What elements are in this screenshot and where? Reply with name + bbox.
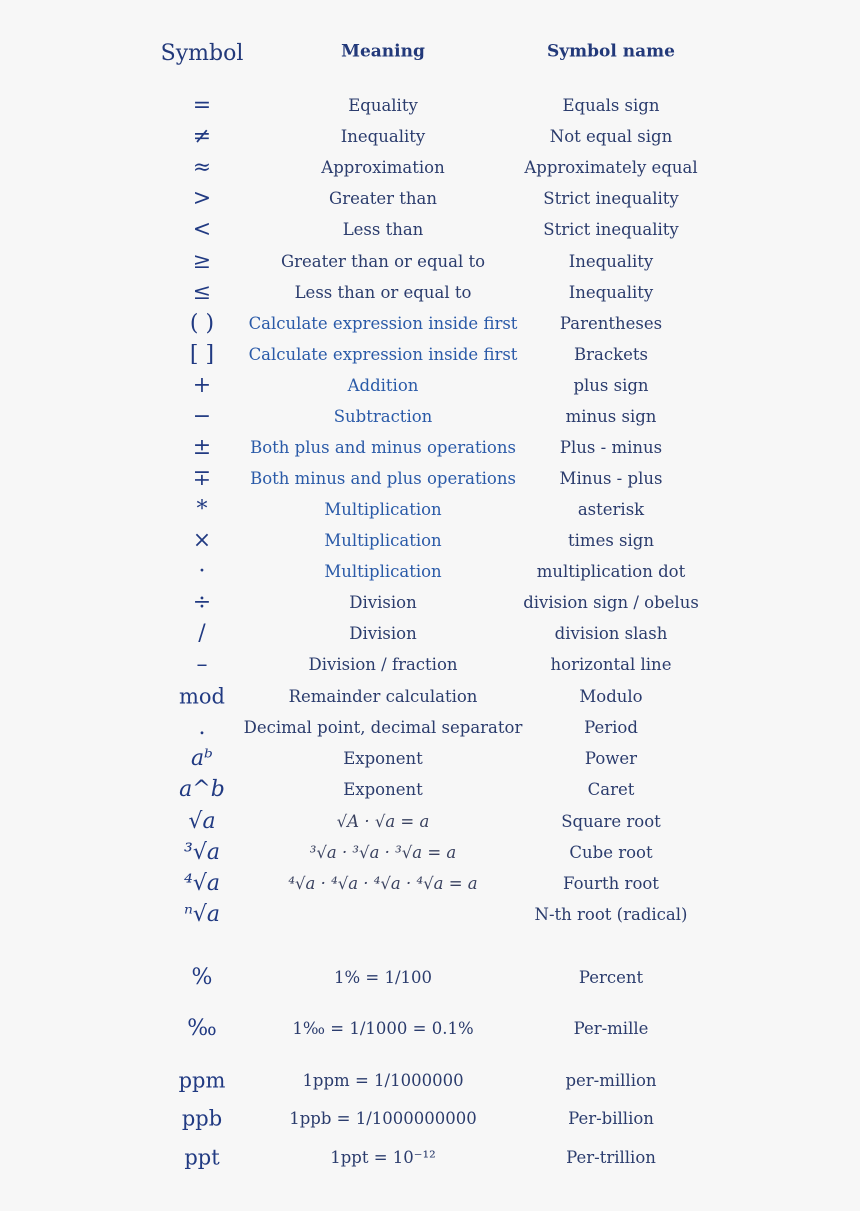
symbol-cell: + <box>192 373 212 398</box>
meaning-cell: 1ppb = 1/1000000000 <box>289 1108 477 1128</box>
symbol-name-cell: Power <box>584 748 638 768</box>
symbol-cell: mod <box>179 684 225 709</box>
meaning-cell: Exponent <box>343 748 423 768</box>
meaning-cell: Calculate expression inside first <box>248 344 518 364</box>
meaning-cell: 1% = 1/100 <box>333 967 433 987</box>
meaning-cell: ⁴√a · ⁴√a · ⁴√a · ⁴√a = a <box>288 873 478 893</box>
symbol-name-cell: Plus - minus <box>559 437 663 457</box>
symbol-name-cell: multiplication dot <box>536 561 686 581</box>
symbol-cell: ppb <box>181 1106 223 1131</box>
symbol-name-cell: division sign / obelus <box>523 592 699 612</box>
symbol-cell: [ ] <box>189 342 215 367</box>
symbol-cell: ≤ <box>192 280 212 305</box>
header-symbol-name: Symbol name <box>547 41 675 62</box>
symbol-name-cell: Per-billion <box>568 1108 654 1128</box>
symbol-name-cell: N-th root (radical) <box>534 904 688 924</box>
meaning-cell: 1‰ = 1/1000 = 0.1% <box>292 1018 474 1038</box>
symbol-name-cell: Square root <box>561 811 661 831</box>
symbol-cell: √a <box>188 809 216 834</box>
meaning-cell: Addition <box>347 375 419 395</box>
meaning-cell: Less than or equal to <box>294 282 472 302</box>
meaning-cell: Less than <box>342 219 424 239</box>
meaning-cell: Equality <box>348 95 418 115</box>
symbol-name-cell: Minus - plus <box>559 468 663 488</box>
symbol-name-cell: per-million <box>565 1070 657 1090</box>
meaning-cell: Greater than or equal to <box>280 251 486 271</box>
symbol-cell: ± <box>192 435 212 460</box>
symbol-cell: × <box>192 528 212 553</box>
symbol-cell: ÷ <box>192 590 212 615</box>
symbol-name-cell: Strict inequality <box>543 188 679 208</box>
symbol-name-cell: Cube root <box>569 842 653 862</box>
symbol-cell: – <box>196 652 208 677</box>
symbol-name-cell: division slash <box>554 623 668 643</box>
symbol-cell: * <box>196 497 208 522</box>
meaning-cell: √A · √a = a <box>336 811 430 831</box>
meaning-cell: Both minus and plus operations <box>250 468 516 488</box>
symbol-name-cell: Not equal sign <box>549 126 673 146</box>
symbol-name-cell: Parentheses <box>559 313 663 333</box>
symbol-cell: > <box>192 186 212 211</box>
meaning-cell: ³√a · ³√a · ³√a = a <box>309 842 457 862</box>
symbol-name-cell: Brackets <box>574 344 648 364</box>
symbol-name-cell: Caret <box>587 779 635 799</box>
symbol-cell: ⁿ√a <box>183 902 221 927</box>
symbol-cell: . <box>198 715 206 740</box>
symbol-cell: aᵇ <box>191 746 213 771</box>
symbol-cell: ≠ <box>192 124 212 149</box>
symbol-name-cell: Strict inequality <box>543 219 679 239</box>
meaning-cell: Division / fraction <box>308 654 458 674</box>
symbol-cell: ⁴√a <box>184 871 220 896</box>
symbol-name-cell: plus sign <box>573 375 649 395</box>
symbol-name-cell: Percent <box>578 967 644 987</box>
symbol-name-cell: Equals sign <box>562 95 660 115</box>
symbol-cell: < <box>192 217 212 242</box>
symbol-name-cell: Per-mille <box>573 1018 649 1038</box>
symbol-name-cell: Inequality <box>568 282 654 302</box>
symbol-cell: ‰ <box>187 1016 217 1041</box>
symbol-name-cell: asterisk <box>577 499 645 519</box>
meaning-cell: Division <box>349 623 417 643</box>
symbol-cell: a^b <box>179 777 225 802</box>
symbol-cell: / <box>198 621 206 646</box>
header-symbol: Symbol <box>160 41 244 66</box>
meaning-cell: 1ppt = 10⁻¹² <box>330 1147 436 1167</box>
meaning-cell: Multiplication <box>324 561 442 581</box>
symbol-name-cell: Approximately equal <box>524 157 698 177</box>
meaning-cell: Greater than <box>329 188 437 208</box>
symbol-cell: − <box>192 404 212 429</box>
meaning-cell: Inequality <box>340 126 426 146</box>
header-meaning: Meaning <box>341 41 425 62</box>
meaning-cell: Approximation <box>321 157 445 177</box>
meaning-cell: Exponent <box>343 779 423 799</box>
symbol-name-cell: Inequality <box>568 251 654 271</box>
meaning-cell: Multiplication <box>324 530 442 550</box>
symbol-name-cell: times sign <box>568 530 654 550</box>
meaning-cell: Both plus and minus operations <box>250 437 516 457</box>
symbol-cell: · <box>198 559 206 584</box>
symbol-cell: ppm <box>178 1068 226 1093</box>
symbol-name-cell: Fourth root <box>563 873 659 893</box>
meaning-cell: Calculate expression inside first <box>248 313 518 333</box>
symbol-cell: ³√a <box>184 840 220 865</box>
symbol-cell: ∓ <box>192 466 212 491</box>
symbol-cell: = <box>192 93 212 118</box>
meaning-cell: Remainder calculation <box>288 686 478 706</box>
meaning-cell: Subtraction <box>333 406 433 426</box>
symbol-name-cell: Per-trillion <box>566 1147 656 1167</box>
symbol-cell: ≥ <box>192 249 212 274</box>
meaning-cell: Decimal point, decimal separator <box>243 717 523 737</box>
symbol-name-cell: horizontal line <box>550 654 672 674</box>
meaning-cell: 1ppm = 1/1000000 <box>302 1070 464 1090</box>
meaning-cell: Division <box>349 592 417 612</box>
symbol-cell: ≈ <box>192 155 212 180</box>
symbol-cell: % <box>191 965 213 990</box>
symbol-cell: ( ) <box>189 311 215 336</box>
meaning-cell: Multiplication <box>324 499 442 519</box>
symbol-name-cell: minus sign <box>565 406 657 426</box>
symbol-name-cell: Period <box>584 717 638 737</box>
symbol-name-cell: Modulo <box>579 686 643 706</box>
symbol-cell: ppt <box>184 1145 220 1170</box>
